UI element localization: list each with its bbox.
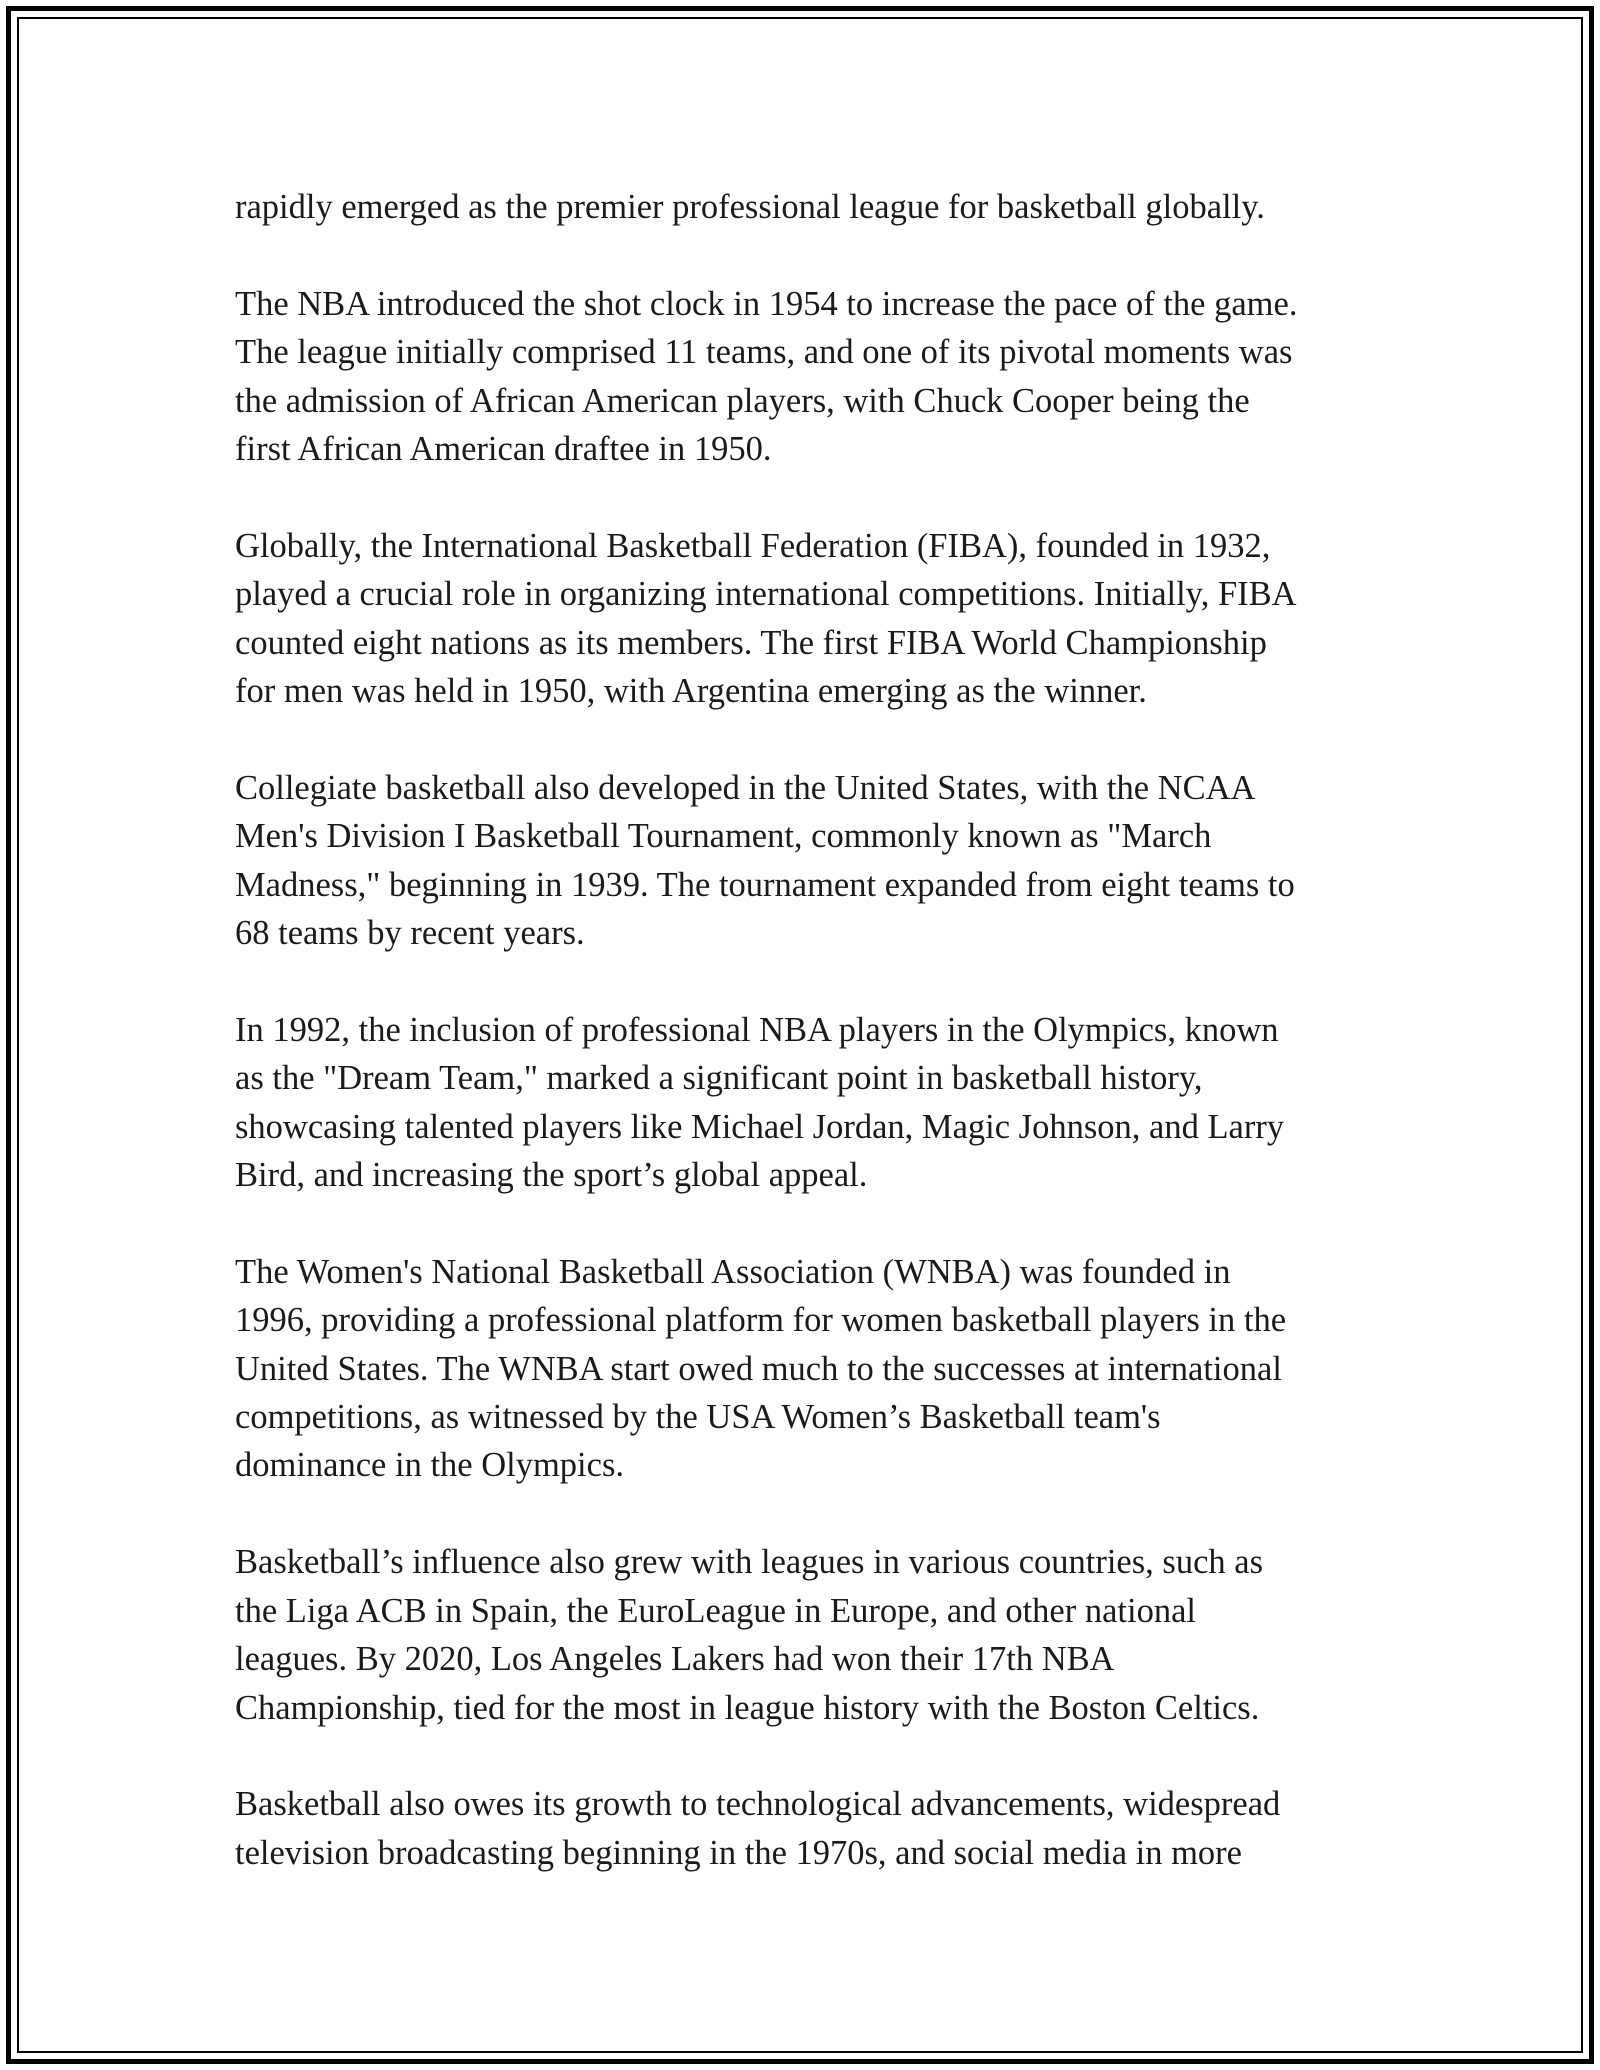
text-line: Basketball also owes its growth to technological advancements, widespread <box>235 1785 1281 1824</box>
text-line: counted eight nations as its members. The first FIBA World Championship <box>235 623 1267 662</box>
text-line: dominance in the Olympics. <box>235 1446 625 1485</box>
text-line: competitions, as witnessed by the USA Women’s Basketball team's <box>235 1398 1161 1437</box>
text-line: The Women's National Basketball Association (WNBA) was founded in <box>235 1252 1231 1291</box>
paragraph <box>235 1248 1375 1490</box>
text-line: leagues. By 2020, Los Angeles Lakers had won their 17th NBA <box>235 1640 1115 1679</box>
paragraph <box>235 1780 1375 1877</box>
text-line: The NBA introduced the shot clock in 1954 to increase the pace of the game. <box>235 284 1298 323</box>
text-line: the Liga ACB in Spain, the EuroLeague in Europe, and other national <box>235 1591 1196 1630</box>
text-line: Globally, the International Basketball Federation (FIBA), founded in 1932, <box>235 526 1271 565</box>
text-line: In 1992, the inclusion of professional NBA players in the Olympics, known <box>235 1010 1279 1049</box>
paragraph <box>235 183 1375 231</box>
text-line: first African American draftee in 1950. <box>235 430 772 469</box>
text-line: as the "Dream Team," marked a significant point in basketball history, <box>235 1059 1203 1098</box>
text-line: showcasing talented players like Michael Jordan, Magic Johnson, and Larry <box>235 1107 1285 1146</box>
text-line: rapidly emerged as the premier professional league for basketball globally. <box>235 188 1265 226</box>
text-line: Championship, tied for the most in league history with the Boston Celtics. <box>235 1688 1260 1727</box>
document-body <box>235 183 1375 1877</box>
text-line: television broadcasting beginning in the 1970s, and social media in more <box>235 1833 1242 1872</box>
text-line: 68 teams by recent years. <box>235 914 585 953</box>
paragraph <box>235 280 1375 474</box>
paragraph <box>235 1006 1375 1200</box>
text-line: the admission of African American players, with Chuck Cooper being the <box>235 381 1250 420</box>
text-line: The league initially comprised 11 teams, and one of its pivotal moments was <box>235 333 1293 372</box>
text-line: played a crucial role in organizing international competitions. Initially, FIBA <box>235 575 1297 614</box>
paragraph <box>235 1538 1375 1732</box>
text-line: Basketball’s influence also grew with leagues in various countries, such as <box>235 1543 1264 1582</box>
text-line: United States. The WNBA start owed much to the successes at international <box>235 1349 1282 1388</box>
text-line: Men's Division I Basketball Tournament, commonly known as "March <box>235 817 1212 856</box>
paragraph <box>235 764 1375 958</box>
text-line: 1996, providing a professional platform for women basketball players in the <box>235 1301 1287 1340</box>
text-line: Collegiate basketball also developed in the United States, with the NCAA <box>235 768 1256 807</box>
text-line: Bird, and increasing the sport’s global appeal. <box>235 1156 868 1195</box>
text-line: Madness," beginning in 1939. The tournament expanded from eight teams to <box>235 865 1295 904</box>
text-line: for men was held in 1950, with Argentina emerging as the winner. <box>235 672 1147 711</box>
paragraph <box>235 522 1375 716</box>
